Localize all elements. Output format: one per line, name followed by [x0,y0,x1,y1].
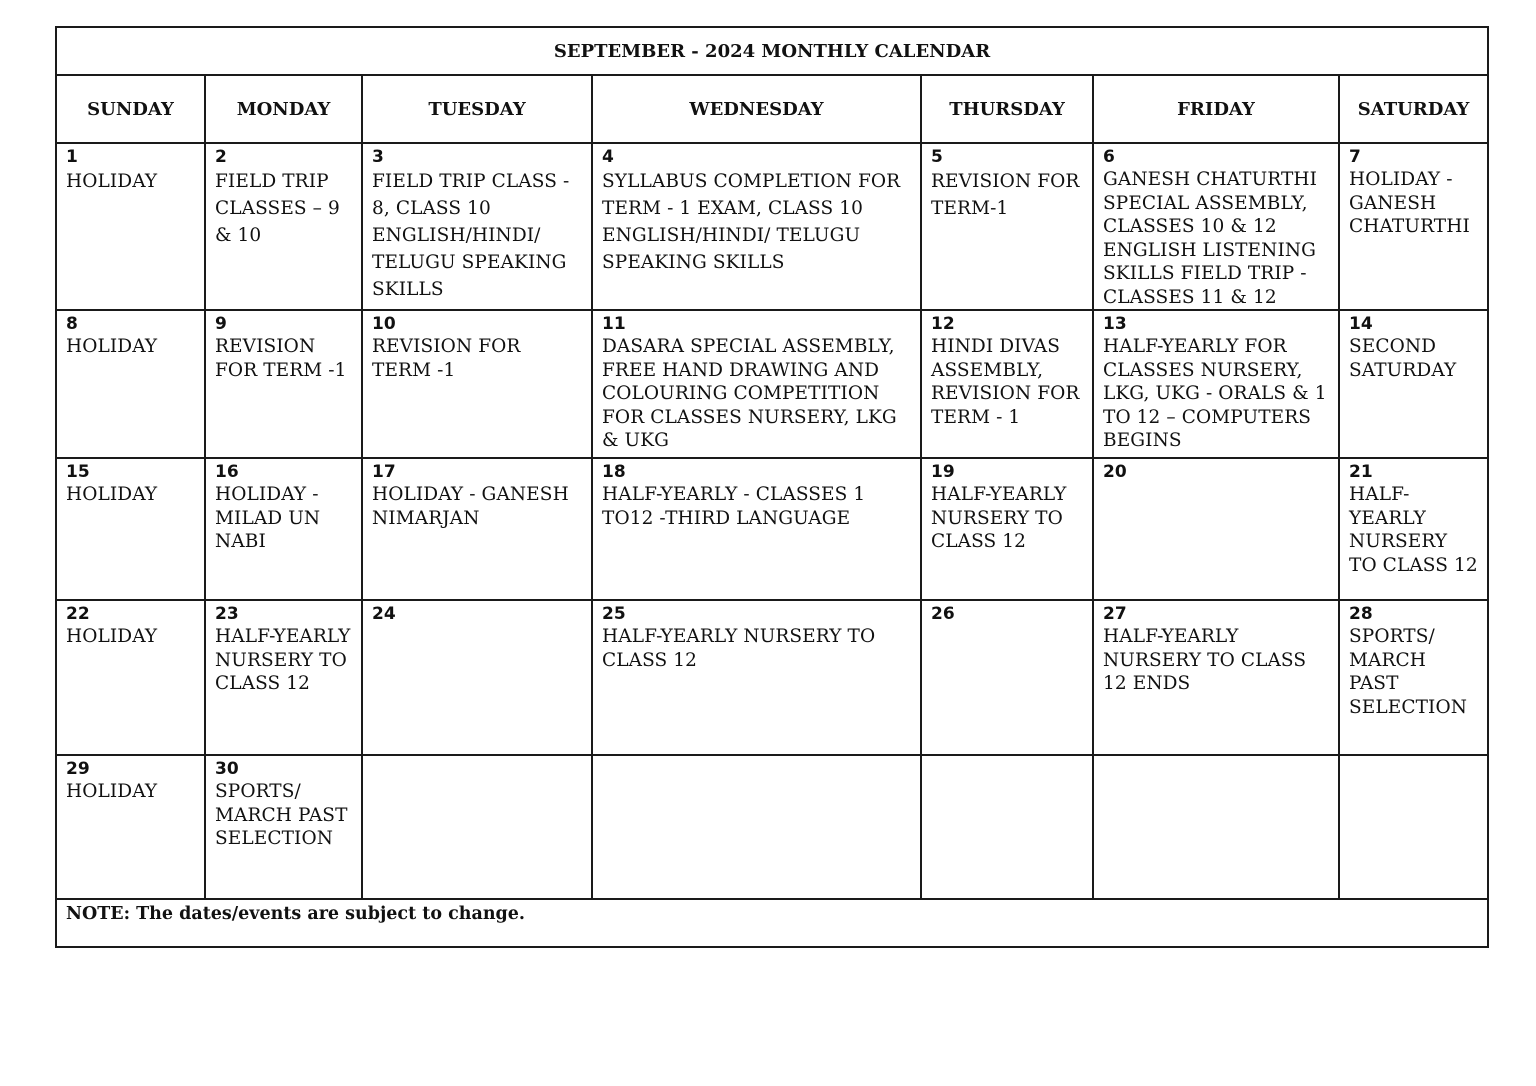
day-number: 14 [1349,314,1373,334]
day-number: 30 [215,759,239,779]
day-number: 24 [372,604,396,624]
day-number: 5 [931,147,943,167]
day-number: 29 [66,759,90,779]
day-cell-empty [921,755,1093,899]
day-event-text: HALF-YEARLY - CLASSES 1 TO12 -THIRD LANGUAGE [602,484,866,529]
weekday-header-tuesday: TUESDAY [362,75,592,143]
day-cell [592,458,921,600]
day-event-text: HOLIDAY [66,171,158,192]
day-cell [592,143,921,310]
day-number: 23 [215,604,239,624]
day-event-text: DASARA SPECIAL ASSEMBLY, FREE HAND DRAWING AND COLOURING COMPETITION FOR CLASSES NURSERY, LKG & UKG [602,336,897,451]
day-event-text: HOLIDAY [66,484,158,505]
day-cell-empty [1093,755,1339,899]
day-event-text: HALF-YEARLY NURSERY TO CLASS 12 [215,626,351,694]
day-number: 11 [602,314,626,334]
day-event-text: HOLIDAY [66,781,158,802]
day-cell [921,600,1093,755]
monthly-calendar-table [55,26,1489,948]
calendar-note: NOTE: The dates/events are subject to change. [66,904,525,924]
day-cell [921,143,1093,310]
day-cell [205,143,362,310]
day-number: 25 [602,604,626,624]
day-cell [1339,310,1488,458]
day-cell [56,310,205,458]
day-event-text: HOLIDAY [66,626,158,647]
week-row-2 [56,310,1488,458]
day-number: 10 [372,314,396,334]
day-event-text: HALF-YEARLY NURSERY TO CLASS 12 ENDS [1103,626,1307,694]
day-cell [56,143,205,310]
week-row-4 [56,600,1488,755]
day-cell [1093,600,1339,755]
day-event-text: FIELD TRIP CLASS - 8, CLASS 10 ENGLISH/HINDI/ TELUGU SPEAKING SKILLS [372,171,570,300]
day-cell [56,458,205,600]
day-event-text: HALF-YEARLY NURSERY TO CLASS 12 [602,626,876,671]
day-cell [205,600,362,755]
day-event-text: HALF-YEARLY FOR CLASSES NURSERY, LKG, UKG - ORALS & 1 TO 12 – COMPUTERS BEGINS [1103,336,1327,451]
day-event-text: SYLLABUS COMPLETION FOR TERM - 1 EXAM, CLASS 10 ENGLISH/HINDI/ TELUGU SPEAKING SKILLS [602,171,901,273]
day-cell [1093,310,1339,458]
day-event-text: HOLIDAY [66,336,158,357]
day-event-text: HINDI DIVAS ASSEMBLY, REVISION FOR TERM - 1 [931,336,1080,428]
day-event-text: GANESH CHATURTHI SPECIAL ASSEMBLY, CLASSES 10 & 12 ENGLISH LISTENING SKILLS FIELD TRIP - CLASSES 11 & 12 [1103,169,1318,308]
weekday-header-sunday: SUNDAY [56,75,205,143]
day-event-text: REVISION FOR TERM -1 [372,336,521,381]
day-number: 12 [931,314,955,334]
day-cell-empty [592,755,921,899]
day-cell [362,458,592,600]
day-event-text: REVISION FOR TERM -1 [215,336,347,381]
day-number: 18 [602,462,626,482]
day-number: 28 [1349,604,1373,624]
calendar-title: SEPTEMBER - 2024 MONTHLY CALENDAR [56,27,1488,75]
day-number: 6 [1103,147,1115,167]
day-cell [205,310,362,458]
day-number: 17 [372,462,396,482]
weekday-header-friday: FRIDAY [1093,75,1339,143]
day-cell [1093,458,1339,600]
week-row-3 [56,458,1488,600]
day-event-text: SECOND SATURDAY [1349,336,1457,381]
weekday-header-thursday: THURSDAY [921,75,1093,143]
note-cell [56,899,1488,947]
day-number: 7 [1349,147,1361,167]
day-number: 9 [215,314,227,334]
weekday-header-monday: MONDAY [205,75,362,143]
day-cell [1339,600,1488,755]
day-number: 4 [602,147,614,167]
day-event-text: HALF-YEARLY NURSERY TO CLASS 12 [1349,484,1478,576]
day-cell [205,458,362,600]
day-number: 20 [1103,462,1127,482]
day-number: 2 [215,147,227,167]
day-cell [205,755,362,899]
day-event-text: HOLIDAY - MILAD UN NABI [215,484,321,552]
day-cell [1093,143,1339,310]
day-number: 26 [931,604,955,624]
day-number: 8 [66,314,78,334]
day-event-text: SPORTS/ MARCH PAST SELECTION [215,781,348,849]
day-cell [921,458,1093,600]
day-cell [362,310,592,458]
day-cell [362,600,592,755]
day-cell [362,143,592,310]
day-number: 21 [1349,462,1373,482]
day-cell [1339,458,1488,600]
day-cell-empty [1339,755,1488,899]
day-cell [921,310,1093,458]
day-event-text: FIELD TRIP CLASSES – 9 & 10 [215,171,340,246]
day-event-text: SPORTS/ MARCH PAST SELECTION [1349,626,1468,718]
day-cell [592,310,921,458]
day-event-text: REVISION FOR TERM-1 [931,171,1080,219]
day-number: 1 [66,147,78,167]
day-cell-empty [362,755,592,899]
weekday-header-wednesday: WEDNESDAY [592,75,921,143]
day-number: 27 [1103,604,1127,624]
day-number: 19 [931,462,955,482]
day-number: 13 [1103,314,1127,334]
day-event-text: HOLIDAY - GANESH CHATURTHI [1349,169,1470,237]
day-number: 15 [66,462,90,482]
week-row-1 [56,143,1488,310]
week-row-5 [56,755,1488,899]
day-cell [56,755,205,899]
day-event-text: HOLIDAY - GANESH NIMARJAN [372,484,569,529]
day-cell [56,600,205,755]
day-cell [1339,143,1488,310]
weekday-header-saturday: SATURDAY [1339,75,1488,143]
day-cell [592,600,921,755]
day-number: 16 [215,462,239,482]
day-event-text: HALF-YEARLY NURSERY TO CLASS 12 [931,484,1067,552]
day-number: 3 [372,147,384,167]
day-number: 22 [66,604,90,624]
